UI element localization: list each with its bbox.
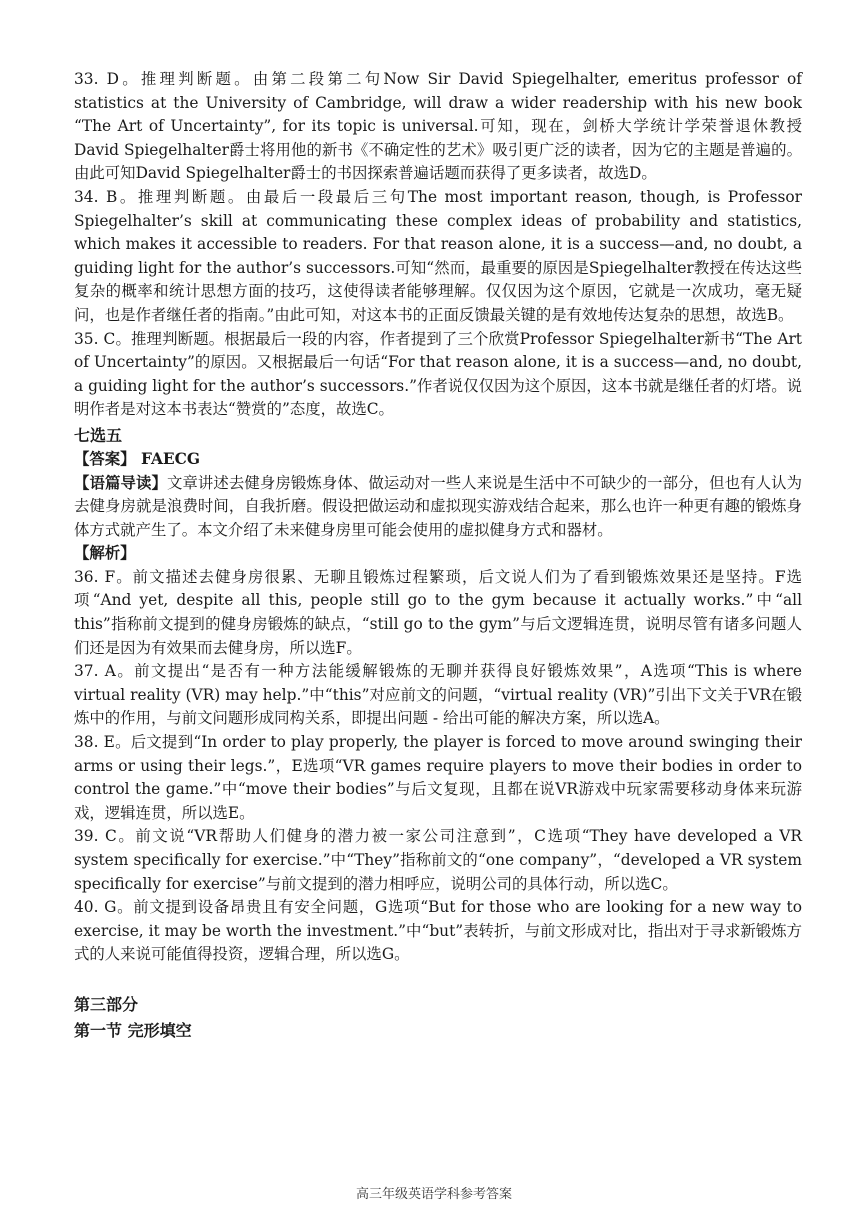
answer-letters: FAECG	[140, 449, 201, 468]
answer-35: 35. C。推理判断题。根据最后一段的内容，作者提到了三个欣赏Professor Spiegelhalter新书“The Art of Uncertainty”的原因。又根据最后一句话“For that reason alone, it is a success—and, no doubt, a guiding light for the author’s successors.”作者说仅仅因为这个原因，这本书就是继任者的灯塔。说明作者是对这本书表达“赞赏的”态度，故选C。	[74, 329, 802, 419]
page-footer: 高三年级英语学科参考答案	[355, 1187, 512, 1202]
answer-38: 38. E。后文提到“In order to play properly, the player is forced to move around swinging their arms or using their legs.”，E选项“VR games require players to move their bodies in order to control the game.”中“move their bodies”与后文复现，且都在说VR游戏中玩家需要移动身体来玩游戏，逻辑连贯，所以选E。	[74, 733, 802, 822]
analysis-label: 【解析】	[74, 544, 136, 563]
guide-text: 文章讲述去健身房锻炼身体、做运动对一些人来说是生活中不可缺少的一部分，但也有人认为去健身房就是浪费时间，自我折磨。假设把做运动和虚拟现实游戏结合起来，那么也许一种更有趣的锻炼身体方式就产生了。本文介绍了未来健身房里可能会使用的虚拟健身方式和器材。	[74, 473, 802, 539]
spacer	[74, 967, 802, 991]
answer-summary	[74, 448, 802, 472]
section-title-seven-choose-five: 七选五	[74, 425, 123, 445]
guide-label: 【语篇导读】	[74, 473, 167, 492]
answer-33: 33. D。推理判断题。由第二段第二句Now Sir David Spiegelhalter, emeritus professor of statistics at the University of Cambridge, will draw a wider readership with his new book “The Art of Uncertainty”, for its topic is universal.可知，现在，剑桥大学统计学荣誉退休教授David Spiegelhalter爵士将用他的新书《不确定性的艺术》吸引更广泛的读者，因为它的主题是普遍的。由此可知David Spiegelhalter爵士的书因探索普遍话题而获得了更多读者，故选D。	[74, 70, 802, 183]
answer-37: 37. A。前文提出“是否有一种方法能缓解锻炼的无聊并获得良好锻炼效果”，A选项“This is where virtual reality (VR) may help.”中“this”对应前文的问题，“virtual reality (VR)”引出下文关于VR在锻炼中的作用，与前文问题形成同构关系，即提出问题 - 给出可能的解决方案，所以选A。	[74, 662, 802, 728]
answer-36: 36. F。前文描述去健身房很累、无聊且锻炼过程繁琐，后文说人们为了看到锻炼效果还是坚持。F选项“And yet, despite all this, people still go to the gym because it actually works.”中“all this”指称前文提到的健身房锻炼的缺点，“still go to the gym”与后文逻辑连贯，说明尽管有诸多问题人们还是因为有效果而去健身房，所以选F。	[74, 567, 802, 657]
passage-guide	[74, 472, 802, 543]
answer-39: 39. C。前文说“VR帮助人们健身的潜力被一家公司注意到”，C选项“They have developed a VR system specifically for exercise.”中“They”指称前文的“one company”，“developed a VR system specifically for exercise”与前文提到的潜力相呼应，说明公司的具体行动，所以选C。	[74, 827, 802, 893]
part-three-title: 第三部分	[74, 994, 139, 1014]
answer-34: 34. B。推理判断题。由最后一段最后三句The most important reason, though, is Professor Spiegelhalter’s skill at communicating these complex ideas of probability and statistics, which makes it accessible to readers. For that reason alone, it is a success—and, no doubt, a guiding light for the author’s successors.可知“然而，最重要的原因是Spiegelhalter教授在传达这些复杂的概率和统计思想方面的技巧，这使得读者能够理解。仅仅因为这个原因，它就是一次成功，毫无疑问，也是作者继任者的指南。”由此可知，对这本书的正面反馈最关键的是有效地传达复杂的思想，故选B。	[74, 187, 802, 324]
answer-40: 40. G。前文提到设备昂贵且有安全问题，G选项“But for those who are looking for a new way to exercise, it may be worth the investment.”中“but”表转折，与前文形成对比，指出对于寻求新锻炼方式的人来说可能值得投资，逻辑合理，所以选G。	[74, 898, 802, 964]
answer-label: 【答案】	[74, 449, 136, 468]
section-one-title: 第一节 完形填空	[74, 1020, 192, 1040]
